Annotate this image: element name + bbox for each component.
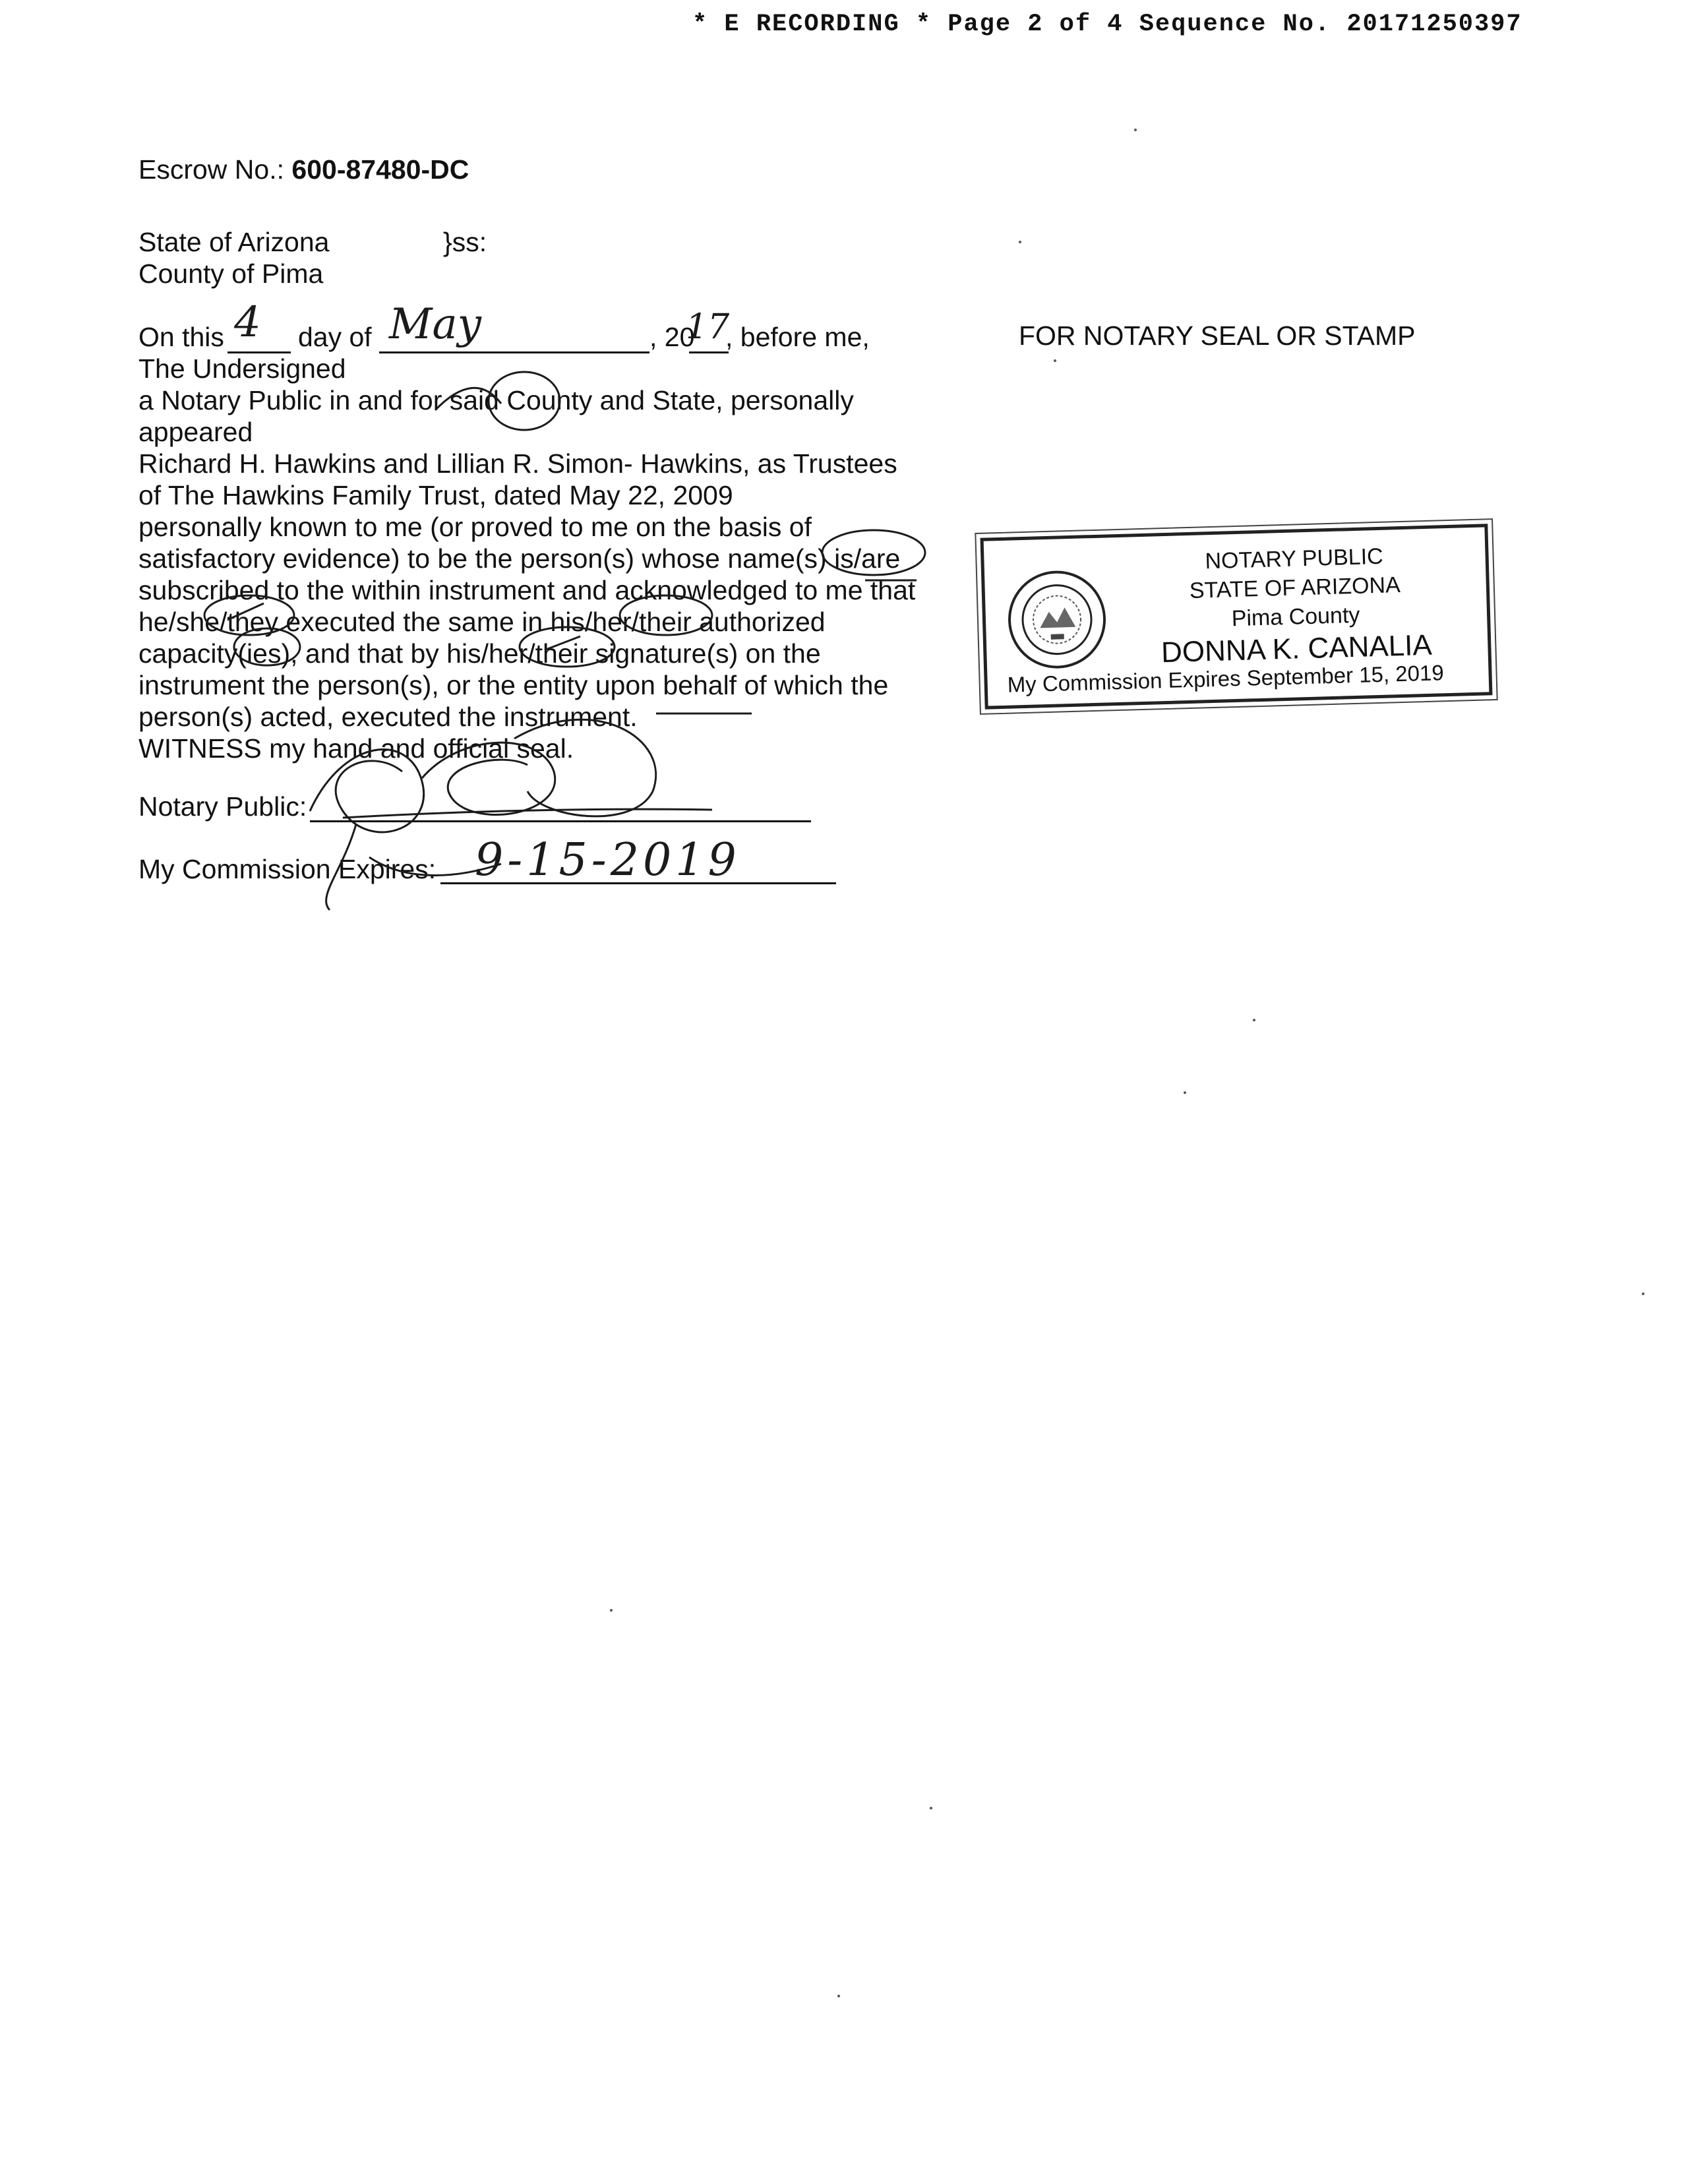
circle-mark [822,530,925,575]
strike-mark [227,603,264,620]
ack-line: personally known to me (or proved to me on the basis of [138,512,812,542]
signature-stroke [422,743,555,814]
year-prefix: , 20 [649,322,695,352]
ack-line: subscribed to the within instrument and acknowledged to me that [138,575,916,605]
escrow-number: 600-87480-DC [291,154,469,185]
scan-speck [1019,241,1021,243]
signature-stroke [310,750,424,832]
stamp-expiration: My Commission Expires September 15, 2019 [1007,660,1445,697]
handwritten-month: May [389,300,481,349]
recording-header: * E RECORDING * Page 2 of 4 Sequence No. 20171250397 [692,11,1522,38]
stamp-area-heading: FOR NOTARY SEAL OR STAMP [1019,320,1416,351]
scan-speck [1642,1292,1644,1295]
signature-stroke [514,719,656,816]
ack-line: The Undersigned [138,353,346,384]
ack-line: instrument the person(s), or the entity upon behalf of which the [138,670,889,700]
state-seal-icon [1007,570,1107,670]
ack-line: WITNESS my hand and official seal. [138,733,574,764]
signature-stroke [369,857,501,876]
stamp-line: Pima County [1231,602,1360,632]
stamp-line: NOTARY PUBLIC [1205,543,1384,574]
ack-line: of The Hawkins Family Trust, dated May 22, 2009 [138,480,733,510]
strike-mark [546,636,580,650]
signature-stroke [326,824,356,910]
circle-mark [620,595,712,635]
ack-line: satisfactory evidence) to be the person(s) whose name(s) is/are [138,543,901,574]
stamp-notary-name: DONNA K. CANALIA [1160,628,1433,669]
notary-stamp [980,524,1493,709]
before-me-label: , before me, [725,322,870,352]
handwritten-commission-date: 9-15-2019 [475,834,740,886]
ack-line: a Notary Public in and for said County and State, personally [138,385,854,415]
ack-line: he/she/they executed the same in his/her/their authorized [138,607,826,637]
handwritten-year: 17 [686,307,730,347]
scan-speck [930,1807,932,1809]
signature-stroke [343,809,712,818]
scan-speck [1253,1019,1255,1021]
handwritten-day: 4 [234,298,261,347]
scan-speck [837,1995,840,1997]
day-of-label: day of [298,322,372,352]
scan-speck [1184,1091,1186,1094]
venue-state: State of Arizona [138,227,330,257]
ack-line: appeared [138,417,253,447]
ack-line: Richard H. Hawkins and Lillian R. Simon- Hawkins, as Trustees [138,448,897,479]
ack-line: person(s) acted, executed the instrument. [138,702,638,732]
scan-speck [610,1609,613,1612]
escrow-label: Escrow No.: [138,154,284,185]
circle-mark [520,627,615,667]
notary-public-label: Notary Public: [138,791,307,822]
on-this-label: On this [138,322,224,352]
scan-speck [1134,129,1137,131]
ack-line: capacity(ies), and that by his/her/their signature(s) on the [138,638,821,669]
scan-speck [1054,359,1056,362]
stamp-line: STATE OF ARIZONA [1189,572,1401,603]
venue-ss: }ss: [443,227,487,257]
commission-expires-label: My Commission Expires: [138,854,437,884]
venue-county: County of Pima [138,258,324,289]
